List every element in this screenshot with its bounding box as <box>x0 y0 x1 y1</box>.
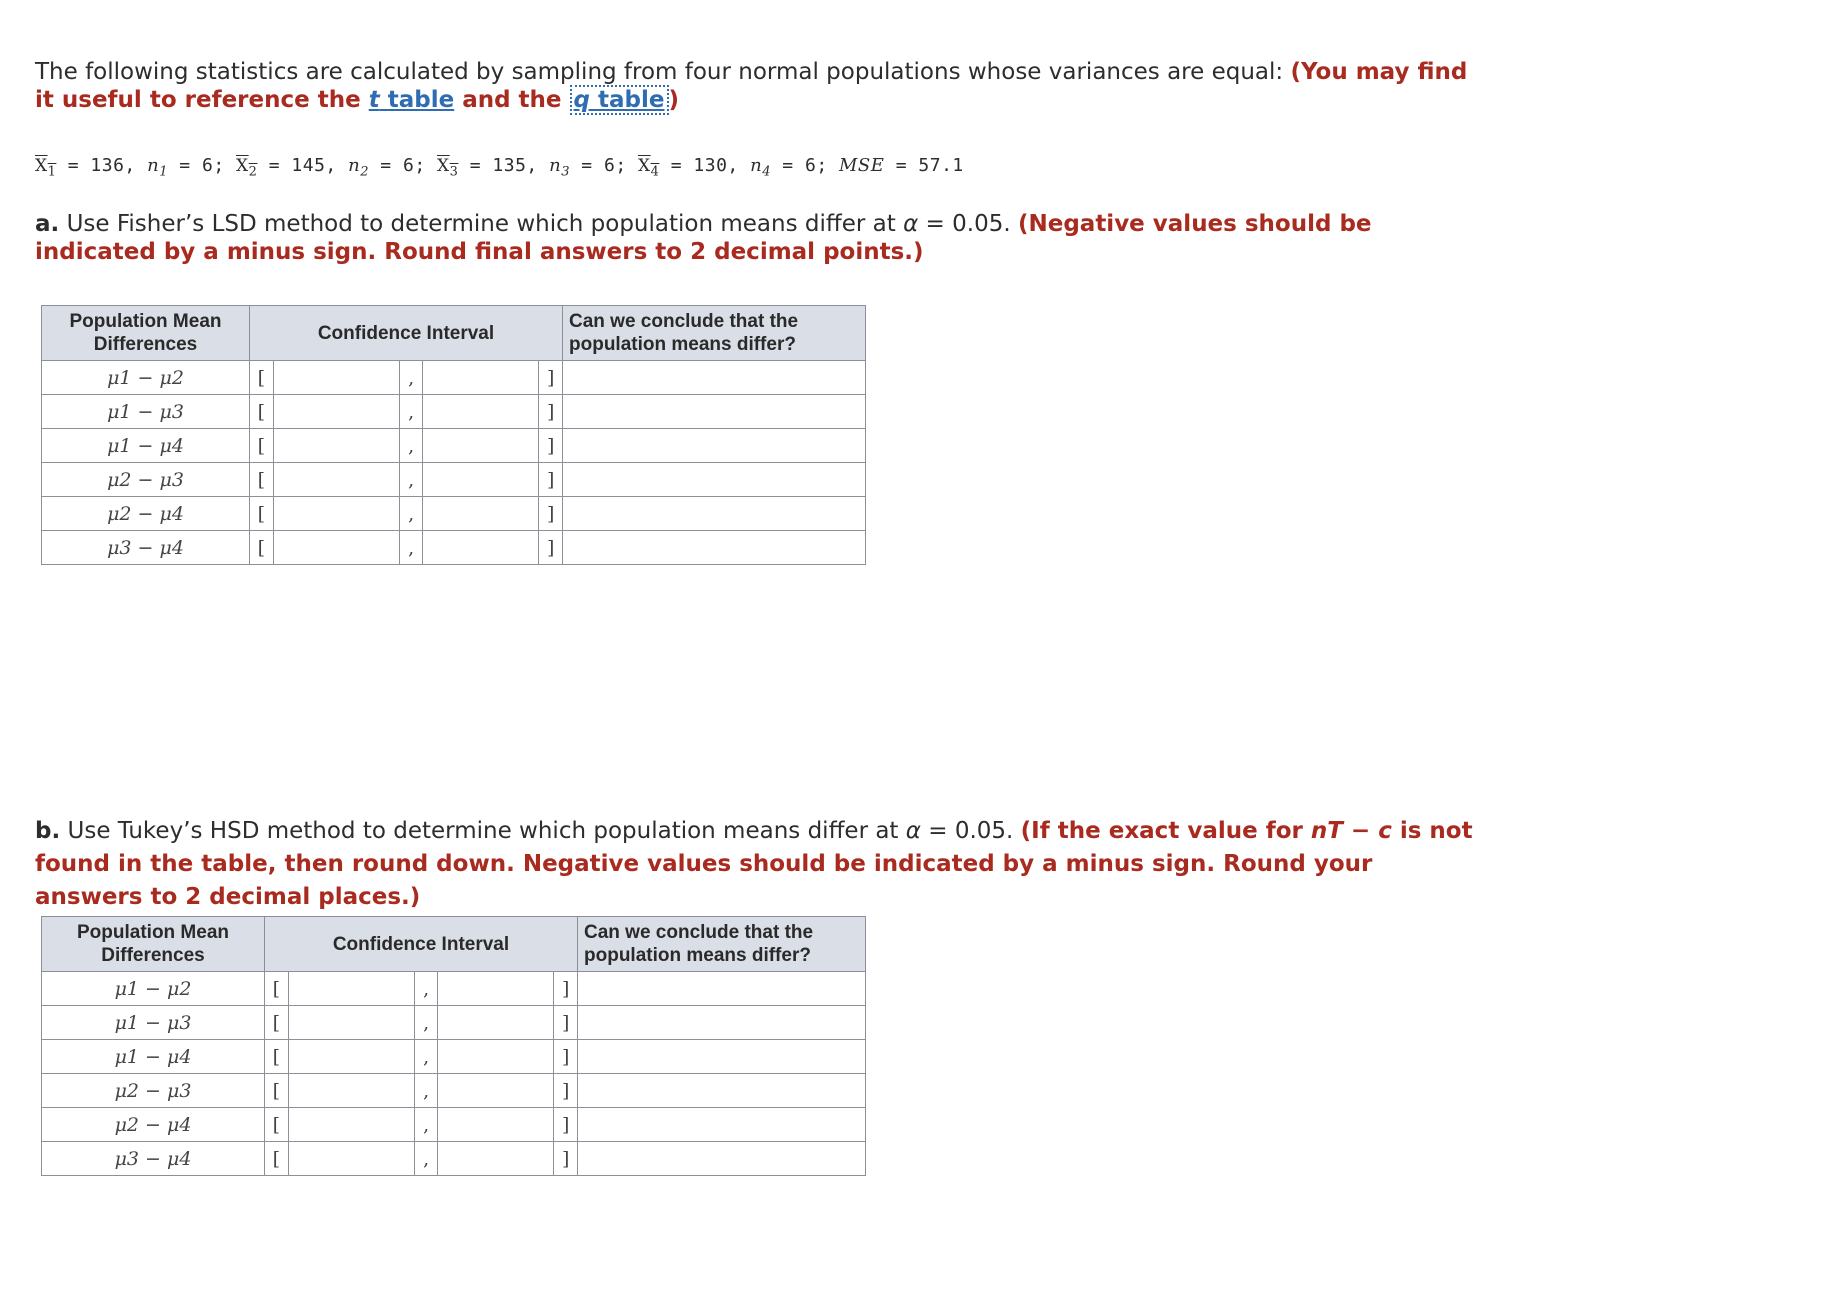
upper-bound-input[interactable] <box>438 1108 554 1142</box>
conclusion-select[interactable] <box>563 429 866 463</box>
comma-separator: , <box>414 1040 438 1074</box>
mean-difference-label: μ1 − μ2 <box>42 972 265 1006</box>
intro-paragraph <box>35 58 1475 114</box>
close-bracket: ] <box>539 429 563 463</box>
lower-bound-input[interactable] <box>288 1142 414 1176</box>
lower-bound-input[interactable] <box>273 395 399 429</box>
lower-bound-input[interactable] <box>273 361 399 395</box>
col-header-differences: Population Mean Differences <box>42 917 265 972</box>
table-row <box>42 361 866 395</box>
xbar2: $X_2$ <box>236 156 258 180</box>
q-link-var: q <box>573 87 591 113</box>
mean-difference-label: μ1 − μ4 <box>42 1040 265 1074</box>
mean-difference-label: μ2 − μ4 <box>42 497 250 531</box>
comma-separator: , <box>399 395 423 429</box>
conclusion-select[interactable] <box>578 1074 866 1108</box>
xbar1-value: = 136, <box>56 155 148 176</box>
comma-separator: , <box>399 429 423 463</box>
mean-difference-label: μ2 − μ3 <box>42 1074 265 1108</box>
lower-bound-input[interactable] <box>273 429 399 463</box>
col-header-conclusion: Can we conclude that the population means differ? <box>578 917 866 972</box>
tukey-hsd-rows <box>42 972 866 1176</box>
mean-difference-label: μ2 − μ4 <box>42 1108 265 1142</box>
upper-bound-input[interactable] <box>438 1142 554 1176</box>
table-row <box>42 1108 866 1142</box>
close-bracket: ] <box>554 972 578 1006</box>
mean-difference-label: μ1 − μ3 <box>42 1006 265 1040</box>
close-bracket: ] <box>539 361 563 395</box>
n1-value: = 6; <box>167 155 236 176</box>
comma-separator: , <box>414 1142 438 1176</box>
comma-separator: , <box>399 463 423 497</box>
upper-bound-input[interactable] <box>438 1074 554 1108</box>
open-bracket: [ <box>265 1142 289 1176</box>
comma-separator: , <box>399 531 423 565</box>
close-bracket: ] <box>554 1006 578 1040</box>
lower-bound-input[interactable] <box>288 972 414 1006</box>
col-header-conclusion: Can we conclude that the population means differ? <box>563 306 866 361</box>
comma-separator: , <box>399 497 423 531</box>
open-bracket: [ <box>250 429 274 463</box>
xbar4-value: = 130, <box>659 155 751 176</box>
xbar3: $X_3$ <box>437 156 459 180</box>
upper-bound-input[interactable] <box>423 497 539 531</box>
table-row <box>42 429 866 463</box>
fisher-lsd-table <box>41 305 866 565</box>
mean-difference-label: μ3 − μ4 <box>42 531 250 565</box>
open-bracket: [ <box>265 972 289 1006</box>
table-row <box>42 395 866 429</box>
close-bracket: ] <box>539 497 563 531</box>
n2-value: = 6; <box>368 155 437 176</box>
table-row <box>42 972 866 1006</box>
mean-difference-label: μ1 − μ3 <box>42 395 250 429</box>
col-header-confidence-interval: Confidence Interval <box>250 306 563 361</box>
table-row <box>42 1040 866 1074</box>
part-b-alpha-value: = 0.05. <box>920 818 1021 844</box>
upper-bound-input[interactable] <box>423 429 539 463</box>
table-row <box>42 1142 866 1176</box>
intro-text: The following statistics are calculated by sampling from four normal populations whose variances are equal: <box>35 59 1291 85</box>
t-link-text: table <box>379 87 455 113</box>
mean-difference-label: μ1 − μ4 <box>42 429 250 463</box>
mse-value: = 57.1 <box>884 155 964 176</box>
col-header-differences: Population Mean Differences <box>42 306 250 361</box>
lower-bound-input[interactable] <box>288 1074 414 1108</box>
comma-separator: , <box>414 1074 438 1108</box>
sample-statistics <box>35 155 964 180</box>
table-row <box>42 531 866 565</box>
comma-separator: , <box>414 1006 438 1040</box>
table-row <box>42 497 866 531</box>
n2: $n_2$ <box>348 155 369 180</box>
part-b-alpha: α <box>905 818 921 844</box>
q-table-link[interactable] <box>570 85 669 115</box>
n1: $n_1$ <box>147 155 168 180</box>
close-bracket: ] <box>554 1040 578 1074</box>
t-table-link[interactable] <box>369 87 454 113</box>
part-b-text: Use Tukey’s HSD method to determine which population means differ at <box>60 818 906 844</box>
comma-separator: , <box>414 1108 438 1142</box>
part-b-note2: is not found in the table, then round down. Negative values should be indicated by a minus sign. Round your answers to 2 decimal places.) <box>35 818 1473 910</box>
part-b-prompt <box>35 815 1475 914</box>
lower-bound-input[interactable] <box>273 497 399 531</box>
open-bracket: [ <box>250 463 274 497</box>
xbar3-value: = 135, <box>458 155 550 176</box>
table-row <box>42 1074 866 1108</box>
close-bracket: ] <box>554 1142 578 1176</box>
conclusion-select[interactable] <box>563 497 866 531</box>
conclusion-select[interactable] <box>563 531 866 565</box>
upper-bound-input[interactable] <box>423 361 539 395</box>
t-link-var: t <box>368 87 380 113</box>
upper-bound-input[interactable] <box>438 1040 554 1074</box>
lower-bound-input[interactable] <box>273 463 399 497</box>
comma-separator: , <box>414 972 438 1006</box>
q-link-text: table <box>590 87 665 113</box>
conclusion-select[interactable] <box>578 1006 866 1040</box>
open-bracket: [ <box>265 1040 289 1074</box>
conclusion-select[interactable] <box>578 1142 866 1176</box>
conclusion-select[interactable] <box>578 1108 866 1142</box>
part-a-alpha-value: = 0.05. <box>918 211 1018 237</box>
conclusion-select[interactable] <box>563 395 866 429</box>
n3: $n_3$ <box>549 155 570 180</box>
part-a-text: Use Fisher’s LSD method to determine which population means differ at <box>59 211 904 237</box>
close-bracket: ] <box>539 531 563 565</box>
mse-label: MSE <box>839 155 885 176</box>
close-bracket: ] <box>554 1108 578 1142</box>
n4-value: = 6; <box>770 155 839 176</box>
part-a-label: a. <box>35 211 60 237</box>
part-a-note: (Negative values should be indicated by a minus sign. Round final answers to 2 decimal points.) <box>35 211 1372 265</box>
upper-bound-input[interactable] <box>438 972 554 1006</box>
conclusion-select[interactable] <box>578 972 866 1006</box>
intro-note-part2: and the <box>454 87 570 113</box>
open-bracket: [ <box>250 361 274 395</box>
upper-bound-input[interactable] <box>423 395 539 429</box>
conclusion-select[interactable] <box>563 361 866 395</box>
table-row <box>42 1006 866 1040</box>
open-bracket: [ <box>265 1074 289 1108</box>
conclusion-select[interactable] <box>578 1040 866 1074</box>
conclusion-select[interactable] <box>563 463 866 497</box>
upper-bound-input[interactable] <box>423 531 539 565</box>
n4: $n_4$ <box>750 155 771 180</box>
xbar4: $X_4$ <box>638 156 660 180</box>
comma-separator: , <box>399 361 423 395</box>
close-bracket: ] <box>554 1074 578 1108</box>
mean-difference-label: μ1 − μ2 <box>42 361 250 395</box>
xbar1: $X_1$ <box>35 156 57 180</box>
n3-value: = 6; <box>569 155 638 176</box>
lower-bound-input[interactable] <box>288 1006 414 1040</box>
intro-note-part1: (You may find it useful to reference the <box>35 59 1468 113</box>
open-bracket: [ <box>250 497 274 531</box>
open-bracket: [ <box>250 395 274 429</box>
tukey-hsd-table <box>41 916 866 1176</box>
intro-note-part3: ) <box>668 87 680 113</box>
open-bracket: [ <box>250 531 274 565</box>
upper-bound-input[interactable] <box>438 1006 554 1040</box>
part-a-alpha: α <box>903 211 919 237</box>
fisher-lsd-rows <box>42 361 866 565</box>
part-b-nt-minus-c: nT − c <box>1310 818 1392 844</box>
part-a-prompt <box>35 210 1475 266</box>
lower-bound-input[interactable] <box>288 1108 414 1142</box>
part-b-label: b. <box>35 818 61 844</box>
open-bracket: [ <box>265 1006 289 1040</box>
upper-bound-input[interactable] <box>423 463 539 497</box>
mean-difference-label: μ3 − μ4 <box>42 1142 265 1176</box>
open-bracket: [ <box>265 1108 289 1142</box>
xbar2-value: = 145, <box>257 155 349 176</box>
col-header-confidence-interval: Confidence Interval <box>265 917 578 972</box>
table-row <box>42 463 866 497</box>
lower-bound-input[interactable] <box>288 1040 414 1074</box>
mean-difference-label: μ2 − μ3 <box>42 463 250 497</box>
part-b-note1: (If the exact value for <box>1020 818 1311 844</box>
close-bracket: ] <box>539 463 563 497</box>
close-bracket: ] <box>539 395 563 429</box>
lower-bound-input[interactable] <box>273 531 399 565</box>
